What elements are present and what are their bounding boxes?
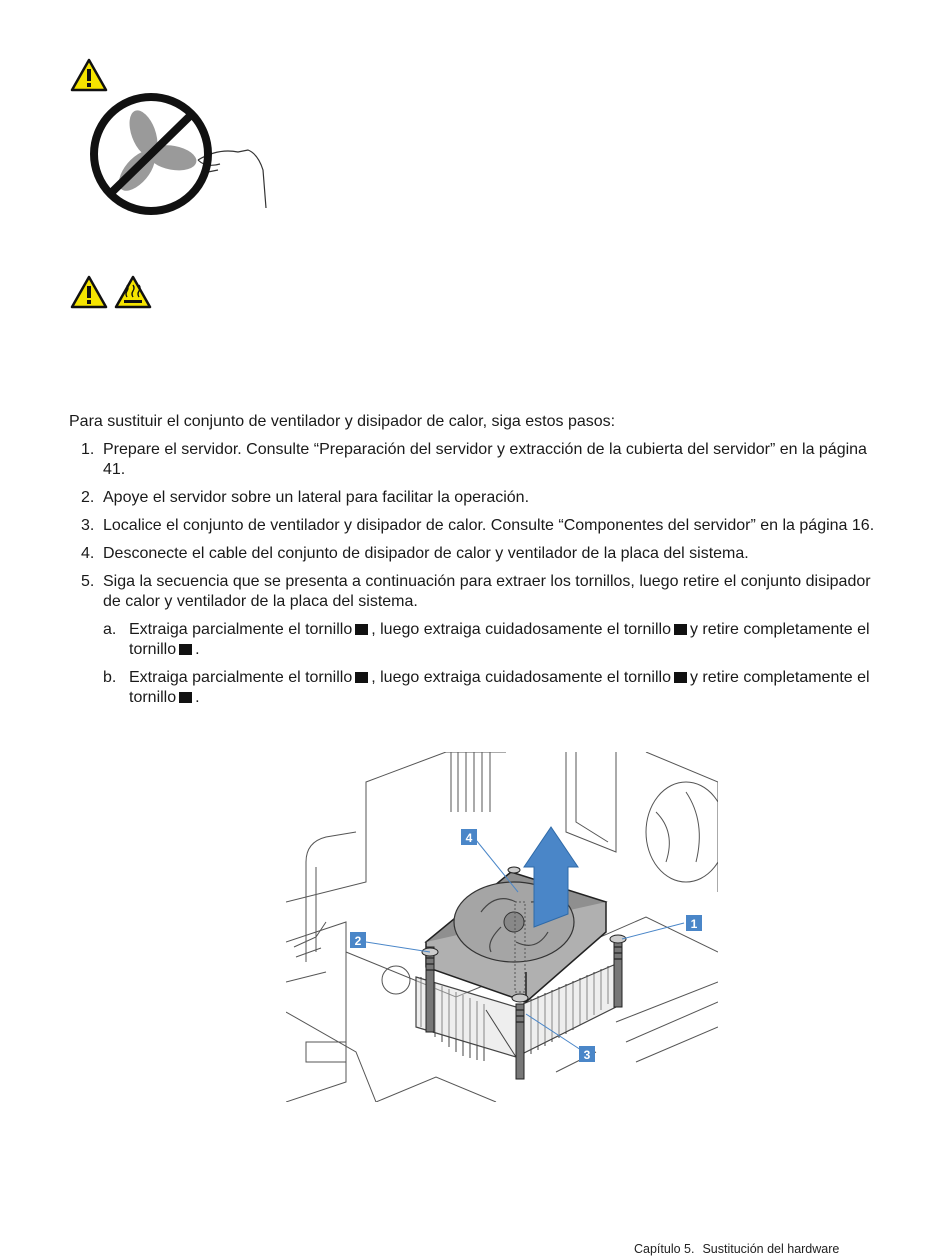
callout-4: [461, 829, 477, 845]
svg-text:2: 2: [354, 934, 362, 948]
list-item: 5. Siga la secuencia que se presenta a continuación para extraer los tornillos, luego retire el conjunto disipador de calor y ventilador de la placa del sistema. a. Extraiga parcialmente el tornillo , luego extraiga cuidadosamente el tornillo y retire completamente el tornillo . b. Extraiga parcialmente el tornillo , luego extraiga cuidadosamente el tornillo y retire completamente el tornillo .: [69, 572, 889, 708]
intro-text: Para sustituir el conjunto de ventilador y disipador de calor, siga estos pasos:: [69, 413, 616, 430]
warning-icon: [70, 58, 108, 92]
page-footer: [634, 1242, 839, 1256]
list-item: b. Extraiga parcialmente el tornillo , luego extraiga cuidadosamente el tornillo y retire completamente el tornillo .: [103, 669, 870, 706]
list-item: 4. Desconecte el cable del conjunto de disipador de calor y ventilador de la placa del sistema.: [81, 545, 749, 562]
callout-2: [350, 932, 366, 948]
list-item: 1. Prepare el servidor. Consulte “Preparación del servidor y extracción de la cubierta del servidor” en la página 41.: [81, 441, 867, 478]
footer-title: Sustitución del hardware: [702, 1242, 840, 1256]
svg-text:3: 3: [583, 1048, 591, 1062]
heatsink-diagram: [286, 752, 718, 1102]
callout-marker-icon: [355, 672, 368, 683]
step-text: Siga la secuencia que se presenta a continuación para extraer los tornillos, luego retire el conjunto disipador de calor y ventilador de la placa del sistema.: [103, 573, 871, 610]
callout-marker-icon: [179, 692, 192, 703]
no-fan-touch-icon: [88, 90, 273, 220]
callout-marker-icon: [674, 624, 687, 635]
step-text: Prepare el servidor. Consulte “Preparación del servidor y extracción de la cubierta del servidor” en la página 41.: [103, 441, 867, 478]
list-item: 3. Localice el conjunto de ventilador y disipador de calor. Consulte “Componentes del servidor” en la página 16.: [81, 517, 875, 534]
warning-icon: [70, 275, 108, 309]
callout-3: [579, 1046, 595, 1062]
steps-list: [69, 440, 889, 716]
callout-marker-icon: [355, 624, 368, 635]
hot-surface-icon: [114, 275, 152, 309]
svg-text:4: 4: [465, 831, 473, 845]
substeps-list: [103, 620, 889, 708]
list-item: a. Extraiga parcialmente el tornillo , luego extraiga cuidadosamente el tornillo y retire completamente el tornillo .: [103, 621, 870, 658]
footer-chapter: Capítulo 5.: [634, 1242, 695, 1256]
list-item: 2. Apoye el servidor sobre un lateral para facilitar la operación.: [81, 489, 530, 506]
heatsink-fan-illustration: [286, 752, 718, 1102]
step-text: Apoye el servidor sobre un lateral para facilitar la operación.: [103, 489, 530, 506]
callout-1: [686, 915, 702, 931]
step-text: Desconecte el cable del conjunto de disipador de calor y ventilador de la placa del sistema.: [103, 545, 749, 562]
svg-text:1: 1: [690, 917, 698, 931]
callout-marker-icon: [674, 672, 687, 683]
callout-marker-icon: [179, 644, 192, 655]
step-text: Localice el conjunto de ventilador y disipador de calor. Consulte “Componentes del servidor” en la página 16.: [103, 517, 875, 534]
